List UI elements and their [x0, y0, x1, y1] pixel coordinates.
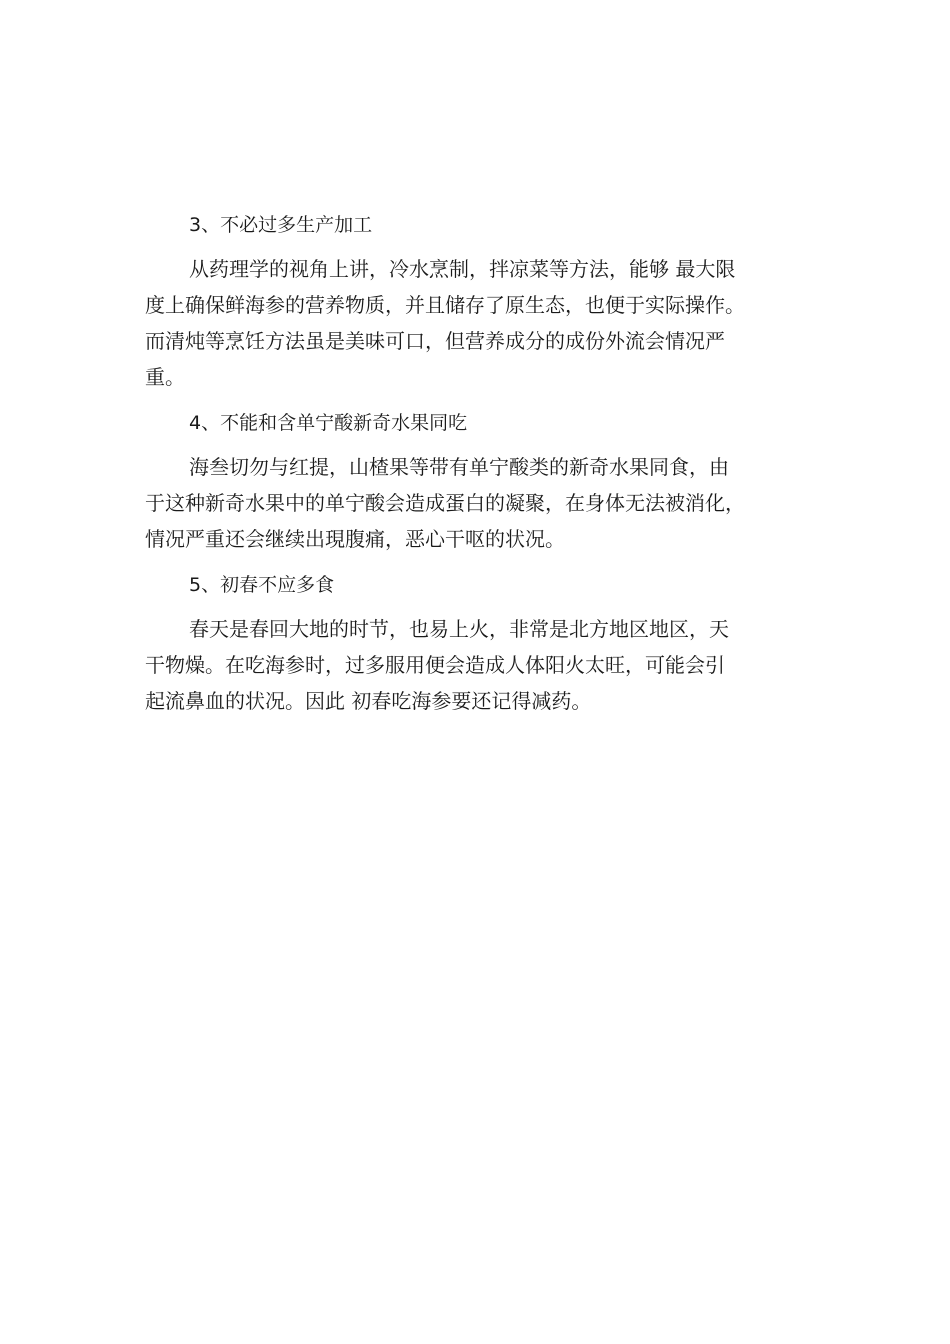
paragraph-line: 重。 — [145, 365, 185, 389]
paragraph-line: 干物燥。在吃海参时，过多服用便会造成人体阳火太旺，可能会引 — [145, 653, 725, 677]
paragraph-line: 起流鼻血的状况。因此 初春吃海参要还记得减药。 — [145, 689, 592, 713]
paragraph-line: 情况严重还会继续出現腹痛，恶心干呕的状况。 — [145, 527, 565, 551]
paragraph-line: 海叁切勿与红提，山楂果等带有单宁酸类的新奇水果同食，由 — [189, 455, 729, 479]
paragraph-line: 度上确保鲜海参的营养物质，并且储存了原生态，也便于实际操作。 — [145, 293, 745, 317]
paragraph-line: 从药理学的视角上讲，冷水烹制，拌凉菜等方法，能够 最大限 — [189, 257, 736, 281]
section-heading-5: 5、初春不应多食 — [189, 574, 335, 596]
paragraph-line: 于这种新奇水果中的单宁酸会造成蛋白的凝聚，在身体无法被消化， — [145, 491, 745, 515]
paragraph-line: 而清炖等烹饪方法虽是美味可口，但营养成分的成份外流会情况严 — [145, 329, 725, 353]
section-heading-3: 3、不必过多生产加工 — [189, 214, 373, 236]
section-paragraph-5 — [145, 611, 825, 719]
document-body — [145, 205, 825, 727]
section-paragraph-3 — [145, 251, 825, 395]
paragraph-line: 春天是春回大地的时节，也易上火，非常是北方地区地区，天 — [189, 617, 729, 641]
section-paragraph-4 — [145, 449, 825, 557]
section-heading-4: 4、不能和含单宁酸新奇水果同吃 — [189, 412, 468, 434]
